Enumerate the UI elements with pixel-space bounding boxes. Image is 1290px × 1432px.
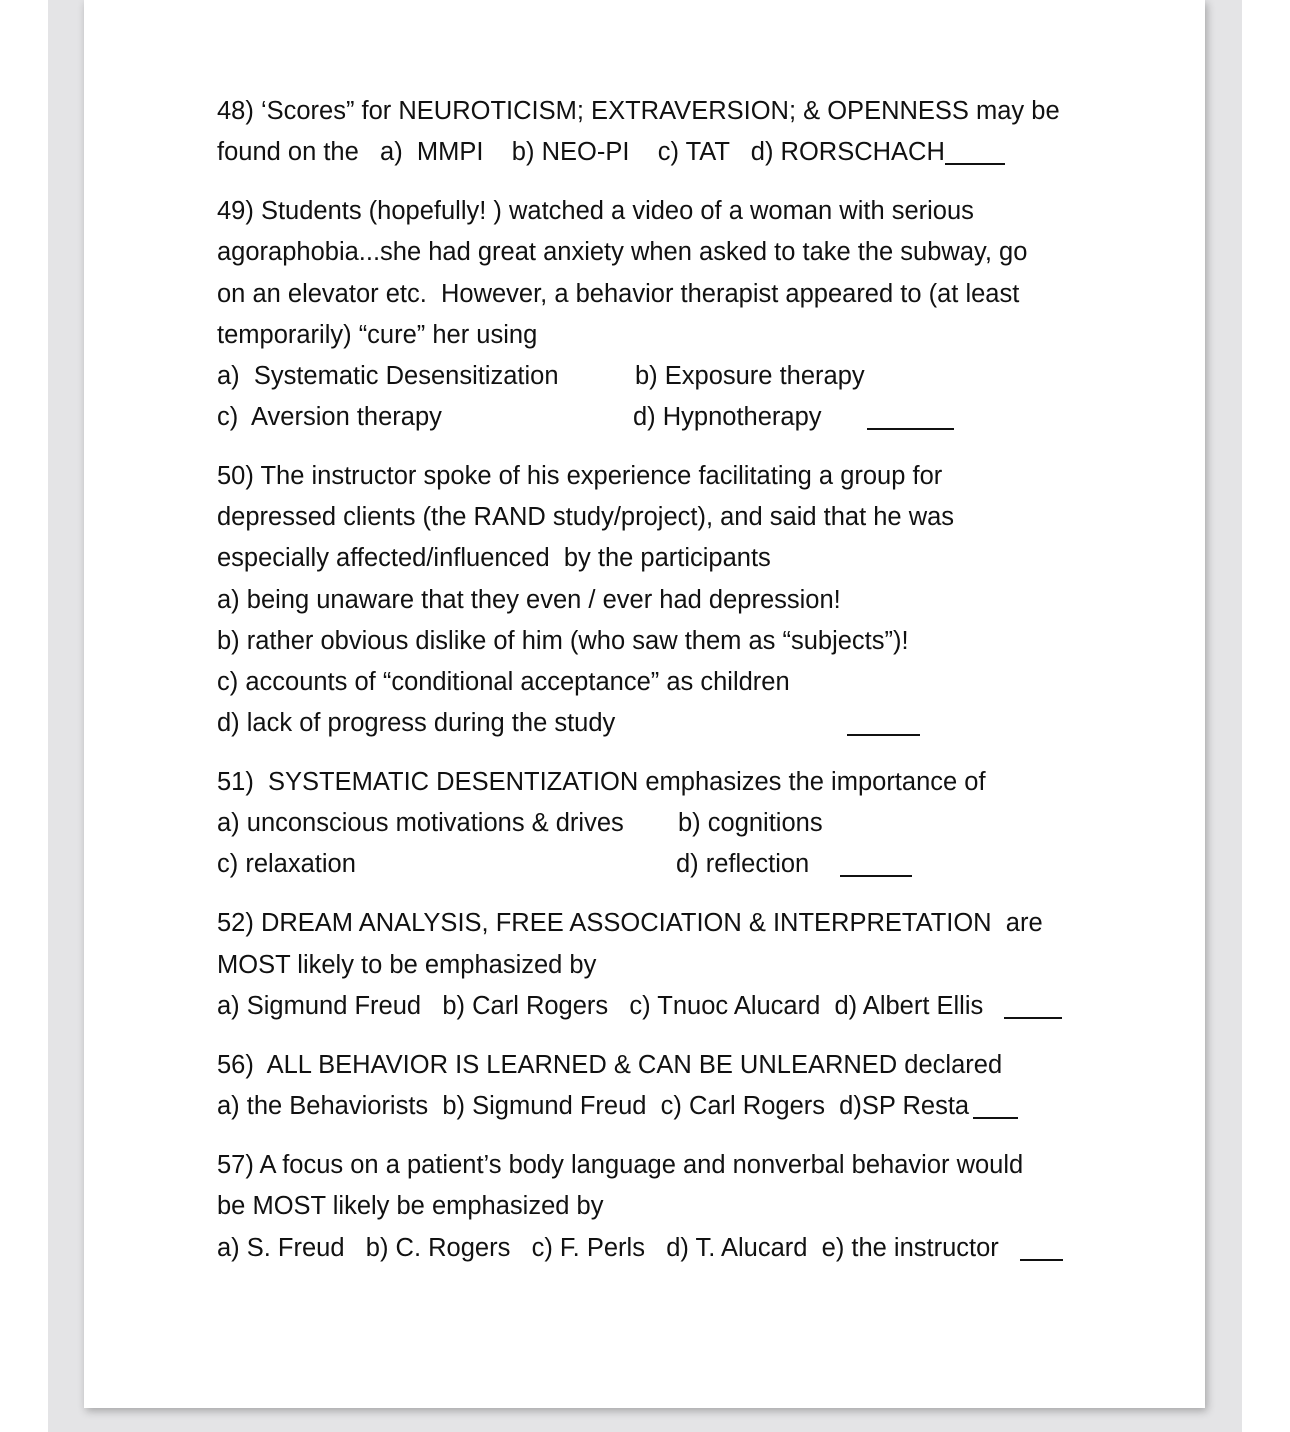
question-50-option-d: d) lack of progress during the study (217, 709, 616, 737)
question-51-option-d: d) reflection (676, 850, 810, 878)
question-48-line-1: 48) ‘Scores” for NEUROTICISM; EXTRAVERSION; & OPENNESS may be (217, 97, 1060, 125)
question-50-option-a: a) being unaware that they even / ever had depression! (217, 586, 841, 614)
question-49-line-4: temporarily) “cure” her using (217, 321, 538, 349)
answer-blank-49 (867, 428, 954, 430)
question-49-option-a: a) Systematic Desensitization (217, 362, 559, 390)
question-52-options: a) Sigmund Freud b) Carl Rogers c) Tnuoc Alucard d) Albert Ellis (217, 992, 984, 1020)
question-49-line-1: 49) Students (hopefully! ) watched a video of a woman with serious (217, 197, 974, 225)
answer-blank-48 (945, 163, 1005, 165)
question-50-option-b: b) rather obvious dislike of him (who saw them as “subjects”)! (217, 627, 909, 655)
question-50-line-1: 50) The instructor spoke of his experience facilitating a group for (217, 462, 943, 490)
question-49-line-2: agoraphobia...she had great anxiety when asked to take the subway, go (217, 238, 1028, 266)
question-50-line-2: depressed clients (the RAND study/project), and said that he was (217, 503, 955, 531)
answer-blank-52 (1004, 1017, 1062, 1019)
question-49-line-3: on an elevator etc. However, a behavior therapist appeared to (at least (217, 280, 1020, 308)
question-51-line-1: 51) SYSTEMATIC DESENTIZATION emphasizes the importance of (217, 768, 986, 796)
question-48-line-2: found on the a) MMPI b) NEO-PI c) TAT d) RORSCHACH (217, 138, 945, 166)
question-56-options: a) the Behaviorists b) Sigmund Freud c) Carl Rogers d)SP Resta (217, 1092, 970, 1120)
answer-blank-56 (973, 1117, 1018, 1119)
question-51-option-c: c) relaxation (217, 850, 356, 878)
question-52-line-2: MOST likely to be emphasized by (217, 951, 597, 979)
question-57-line-2: be MOST likely be emphasized by (217, 1192, 604, 1220)
question-51-option-a: a) unconscious motivations & drives (217, 809, 624, 837)
question-49-option-c: c) Aversion therapy (217, 403, 442, 431)
question-50-line-3: especially affected/influenced by the participants (217, 544, 771, 572)
question-57-line-1: 57) A focus on a patient’s body language and nonverbal behavior would (217, 1151, 1024, 1179)
question-57-options: a) S. Freud b) C. Rogers c) F. Perls d) T. Alucard e) the instructor (217, 1234, 999, 1262)
answer-blank-50 (847, 734, 920, 736)
question-49-option-d: d) Hypnotherapy (633, 403, 822, 431)
answer-blank-57 (1020, 1259, 1063, 1261)
question-50-option-c: c) accounts of “conditional acceptance” as children (217, 668, 790, 696)
question-52-line-1: 52) DREAM ANALYSIS, FREE ASSOCIATION & INTERPRETATION are (217, 909, 1043, 937)
question-49-option-b: b) Exposure therapy (635, 362, 865, 390)
question-51-option-b: b) cognitions (678, 809, 823, 837)
answer-blank-51 (840, 875, 912, 877)
question-56-line-1: 56) ALL BEHAVIOR IS LEARNED & CAN BE UNLEARNED declared (217, 1051, 1003, 1079)
